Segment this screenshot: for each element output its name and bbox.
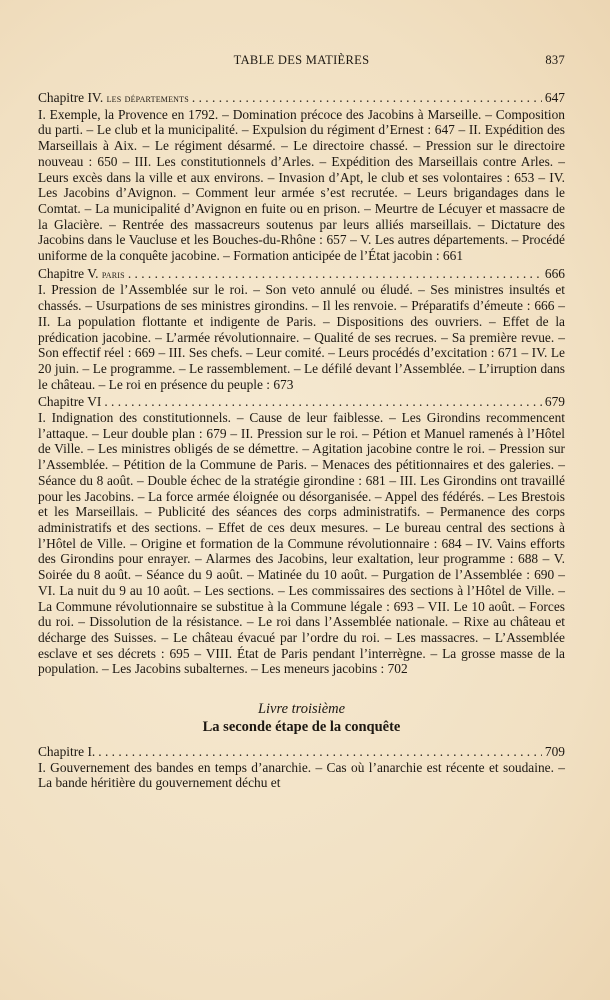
chapter-title: paris	[101, 266, 125, 281]
chapter-summary: I. Indignation des constitutionnels. – Cause de leur faiblesse. – Les Girondins recommencent l’attaque. – Leur double plan : 679 – II. Pression sur le roi. – Pétion et Manuel ramenés à l’Hôtel de Ville. – Les ministres obligés de se démettre. – Agitation jacobine contre le roi. – Pression sur l’Assemblée. – Pétition de la Commune de Paris. – Menaces des pétitionnaires et des galeries. – Séance du 8 août. – Double échec de la stratégie girondine : 681 – III. Les Girondins ont travaillé pour les Jacobins. – La force armée éloignée ou désorganisée. – Appel des fédérés. – Les Brestois et les Marseillais. – Publicité des séances des corps administratifs. – Permanence des corps administratifs et des sections. – Effet de ces deux mesures. – Le bureau central des sections à l’Hôtel de Ville. – Origine et formation de la Commune révolutionnaire : 684 – IV. Vains efforts des Girondins pour enrayer. – Alarmes des Jacobins, leur exaltation, leur programme : 688 – V. Soirée du 8 août. – Séance du 9 août. – Matinée du 10 août. – Purgation de l’Assemblée : 690 – VI. La nuit du 9 au 10 août. – Les sections. – Les commissaires des sections à l’Hôtel de Ville. – La Commune révolutionnaire se substitue à la Commune légale : 693 – VII. Le 10 août. – Forces du roi. – Dissolution de la résistance. – Le roi dans l’Assemblée nationale. – Rixe au château et décharge des Suisses. – Le château évacué par l’ordre du roi. – Les massacres. – L’Assemblée esclave et ses décrets : 695 – VIII. État de Paris pendant l’interrègne. – La grosse masse de la population. – Les Jacobins subalternes. – Les meneurs jacobins : 702	[38, 410, 565, 677]
toc-entry-book3-chapter-1	[38, 744, 565, 791]
chapter-page: 666	[544, 265, 565, 281]
toc-content	[38, 90, 565, 793]
chapter-summary: I. Exemple, la Provence en 1792. – Domination précoce des Jacobins à Marseille. – Composition du parti. – Le club et la municipalité. – Expulsion du régiment d’Ernest : 647 – II. Expédition des Marseillais à Aix. – Le régiment désarmé. – Le directoire chassé. – Pression sur le directoire nouveau : 650 – III. Les constitutionnels d’Arles. – Expédition des Marseillais contre Arles. – Leurs excès dans la ville et aux environs. – Invasion d’Apt, le club et ses volontaires : 653 – IV. Les Jacobins d’Avignon. – Comment leur armée s’est recrutée. – Leurs brigandages dans le Comtat. – La municipalité d’Avignon en fuite ou en prison. – Meurtre de Lécuyer et massacre de la Glacière. – Rentrée des massacreurs soutenus par leurs alliés marseillais. – Dictature des Jacobins dans le Vaucluse et les Bouches-du-Rhône : 657 – V. Les autres départements. – Procédé uniforme de la conquête jacobine. – Formation anticipée de l’État jacobin : 661	[38, 106, 565, 264]
toc-entry-chapter-6	[38, 394, 565, 677]
leader-dots	[192, 90, 542, 106]
book-title: Livre troisième	[257, 701, 346, 718]
chapter-page: 647	[544, 90, 565, 105]
toc-entry-chapter-4	[38, 90, 565, 264]
chapter-summary: I. Pression de l’Assemblée sur le roi. – Son veto annulé ou éludé. – Ses ministres insultés et chassés. – Usurpations de ses ministres girondins. – Il les renvoie. – Préparatifs d’émeute : 666 – II. La population flottante et indigente de Paris. – Dispositions des ouvriers. – Effet de la prédication jacobine. – L’armée révolutionnaire. – Qualité de ses recrues. – Sa première revue. – Son effectif réel : 669 – III. Ses chefs. – Leur comité. – Leurs procédés d’excitation : 671 – IV. Le 20 juin. – Le programme. – Le rassemblement. – Le défilé devant l’Assemblée. – L’irruption dans le château. – Le roi en présence du peuple : 673	[38, 282, 565, 392]
toc-entry-chapter-5	[38, 266, 565, 393]
chapter-page: 679	[544, 394, 565, 410]
chapter-label: Chapitre I.	[38, 744, 96, 760]
chapter-heading-line	[38, 394, 565, 410]
chapter-summary: I. Gouvernement des bandes en temps d’anarchie. – Cas où l’anarchie est récente et soudaine. – La bande héritière du gouvernement déchu et	[38, 759, 565, 791]
chapter-heading-line	[38, 90, 565, 107]
running-head-title: TABLE DES MATIÈRES	[233, 53, 370, 67]
leader-dots	[128, 266, 542, 282]
book-subtitle: La seconde étape de la conquête	[202, 719, 401, 736]
leader-dots	[104, 394, 542, 410]
leader-dots	[98, 744, 542, 760]
chapter-title: les départements	[106, 91, 189, 105]
chapter-label: Chapitre V. paris	[38, 265, 125, 281]
chapter-heading-line	[38, 744, 565, 760]
book-heading	[38, 701, 565, 736]
page-number: 837	[545, 53, 565, 67]
chapter-page: 709	[544, 744, 565, 760]
chapter-label: Chapitre VI	[38, 394, 102, 410]
chapter-label: Chapitre IV. les départements	[38, 90, 189, 105]
chapter-heading-line	[38, 266, 565, 283]
